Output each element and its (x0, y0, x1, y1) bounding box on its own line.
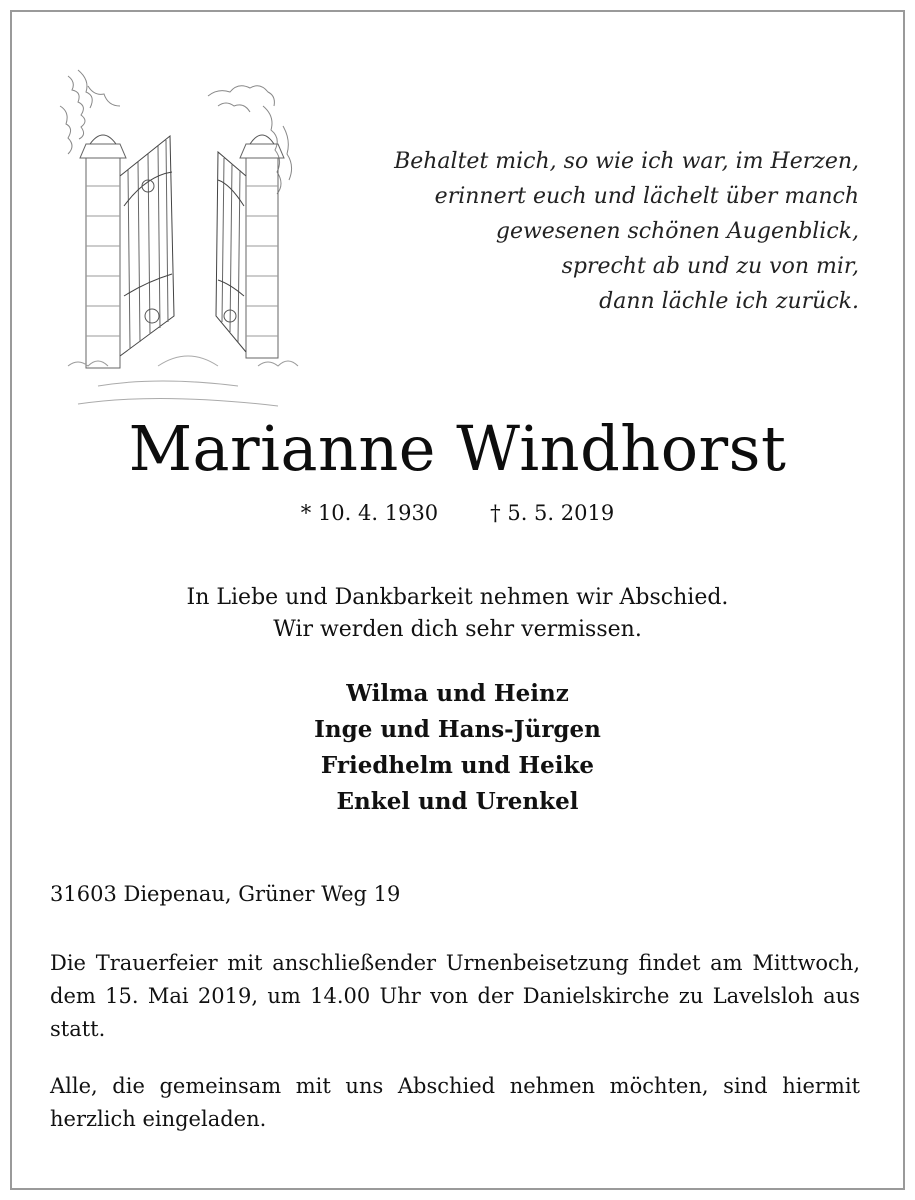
family-line: Enkel und Urenkel (336, 788, 579, 815)
garden-gate-illustration (58, 66, 308, 416)
poem-line: sprecht ab und zu von mir, (561, 254, 859, 279)
poem-line: Behaltet mich, so wie ich war, im Herzen, (394, 149, 859, 174)
poem-line: dann lächle ich zurück. (599, 289, 859, 314)
poem (394, 144, 859, 319)
family-line: Inge und Hans-Jürgen (314, 716, 601, 743)
invitation-paragraph: Alle, die gemeinsam mit uns Abschied nehmen möchten, sind hiermit herzlich eingeladen. (50, 1074, 860, 1131)
address: 31603 Diepenau, Grüner Weg 19 (50, 882, 401, 906)
deceased-name: Marianne Windhorst (128, 412, 787, 485)
family-line: Friedhelm und Heike (320, 752, 595, 779)
family-line: Wilma und Heinz (346, 680, 569, 707)
birth-date: * 10. 4. 1930 (300, 501, 439, 525)
farewell-text (0, 582, 915, 646)
family-names (0, 676, 915, 820)
ceremony-paragraph: Die Trauerfeier mit anschließender Urnenbeisetzung findet am Mittwoch, dem 15. Mai 2019, um 14.00 Uhr von der Danielskirche zu Lavelsloh aus statt. (50, 951, 860, 1041)
life-dates (0, 501, 915, 525)
poem-line: gewesenen schönen Augenblick, (495, 219, 859, 244)
farewell-line: Wir werden dich sehr vermissen. (273, 617, 642, 642)
poem-line: erinnert euch und lächelt über manch (434, 184, 859, 209)
farewell-line: In Liebe und Dankbarkeit nehmen wir Abschied. (186, 585, 729, 610)
death-date: † 5. 5. 2019 (490, 501, 615, 525)
